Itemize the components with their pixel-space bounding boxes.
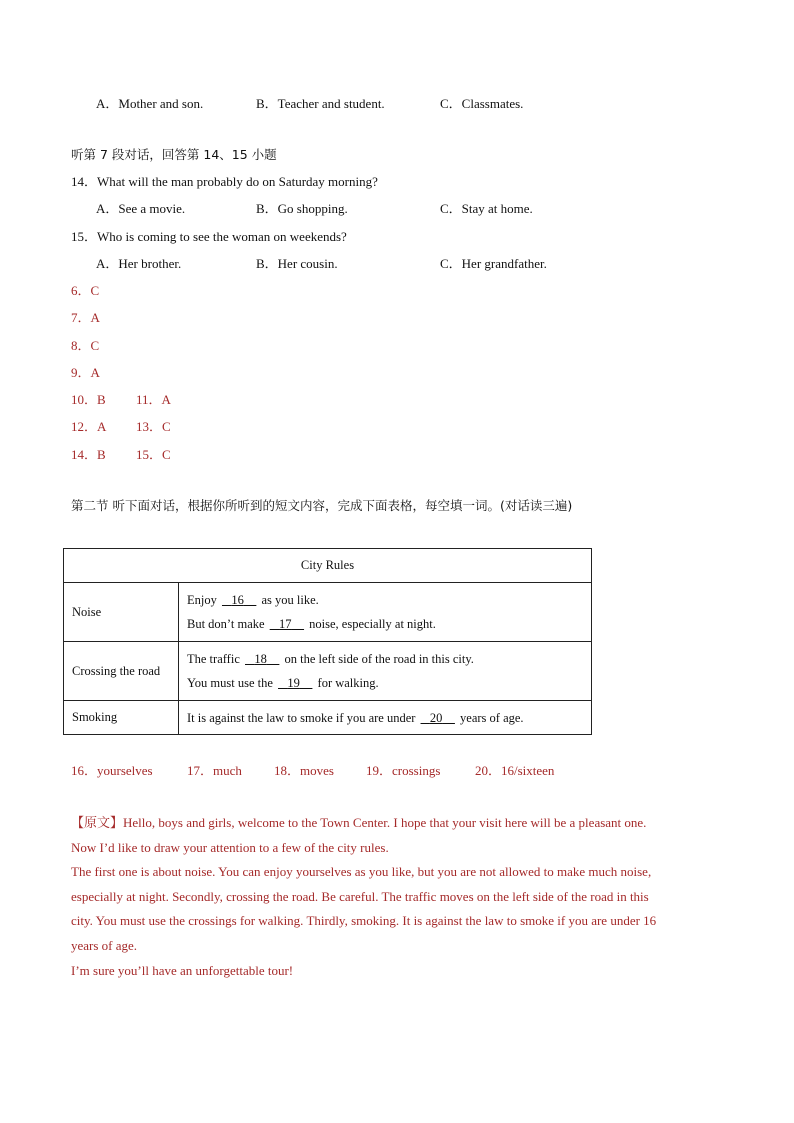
answer-10: 10．B: [71, 392, 106, 407]
blank-number: 18: [254, 652, 267, 666]
transcript-line: Now I’d like to draw your attention to a few of the city rules.: [71, 839, 389, 855]
city-rules-table: [63, 548, 592, 738]
transcript-line: years of age.: [71, 937, 138, 953]
blank-20: [419, 706, 457, 730]
transcript-line: 【原文】Hello, boys and girls, welcome to the Town Center. I hope that your visit here will be a pleasant one.: [71, 815, 647, 830]
row-text: as you like.: [258, 593, 319, 607]
q15-question: 15．Who is coming to see the woman on weekends?: [71, 229, 347, 244]
table-row: [64, 642, 592, 701]
q14-option-b: B．Go shopping.: [256, 201, 348, 216]
answer-18: 18．moves: [274, 763, 334, 778]
blank-number: 20: [429, 710, 443, 725]
row-text: for walking.: [314, 676, 379, 690]
blank-number: 17: [279, 617, 292, 631]
blank-18: [243, 647, 281, 671]
row-content-noise: [179, 583, 592, 642]
row-label-smoking: Smoking: [64, 701, 179, 735]
row-text: But don’t make: [187, 617, 268, 631]
row-text: It is against the law to smoke if you are under: [187, 710, 419, 725]
answer-11: 11．A: [136, 392, 171, 407]
answer-6: 6．C: [71, 283, 100, 298]
transcript-line: especially at night. Secondly, crossing the road. Be careful. The traffic moves on the left side of the road in this: [71, 888, 649, 904]
q13-option-a: A．Mother and son.: [96, 96, 204, 111]
row-text: noise, especially at night.: [306, 617, 436, 631]
q15-option-a: A．Her brother.: [96, 256, 182, 271]
row-text: years of age.: [456, 710, 524, 725]
row-label-noise: Noise: [64, 583, 179, 642]
blank-19: [276, 671, 314, 695]
q14-option-c: C．Stay at home.: [440, 201, 533, 216]
table-row: [64, 583, 592, 642]
answer-9: 9．A: [71, 365, 100, 380]
q14-question: 14．What will the man probably do on Saturday morning?: [71, 174, 378, 189]
answer-16: 16．yourselves: [71, 763, 153, 778]
q15-option-b: B．Her cousin.: [256, 256, 338, 271]
row-content-crossing: [179, 642, 592, 701]
section7-heading: 听第 7 段对话，回答第 14、15 小题: [71, 147, 277, 162]
q13-option-c: C．Classmates.: [440, 96, 524, 111]
blank-17: [268, 612, 306, 636]
row-label-crossing: Crossing the road: [64, 642, 179, 701]
table-title: City Rules: [64, 549, 592, 583]
answer-13: 13．C: [136, 419, 171, 434]
transcript-line: The first one is about noise. You can enjoy yourselves as you like, but you are not allowed to make much noise,: [71, 864, 652, 880]
row-text: Enjoy: [187, 593, 220, 607]
row-text: The traffic: [187, 652, 243, 666]
row-content-smoking: [179, 701, 592, 735]
section2-heading: 第二节 听下面对话，根据你所听到的短文内容，完成下面表格，每空填一词。(对话读三遍): [71, 498, 573, 513]
q14-option-a: A．See a movie.: [96, 201, 186, 216]
row-text: You must use the: [187, 676, 277, 690]
answer-12: 12．A: [71, 419, 107, 434]
transcript: [71, 811, 721, 983]
answer-15: 15．C: [136, 447, 171, 462]
blank-number: 16: [231, 593, 244, 607]
answer-8: 8．C: [71, 338, 100, 353]
q15-option-c: C．Her grandfather.: [440, 256, 547, 271]
answer-19: 19．crossings: [366, 763, 441, 778]
transcript-line: city. You must use the crossings for walking. Thirdly, smoking. It is against the law to smoke if you are under 16: [71, 913, 657, 929]
row-text: on the left side of the road in this city.: [281, 652, 474, 666]
answer-14: 14．B: [71, 447, 106, 462]
q13-option-b: B．Teacher and student.: [256, 96, 385, 111]
blank-16: [220, 588, 258, 612]
blank-number: 19: [287, 676, 300, 690]
answer-17: 17．much: [187, 763, 242, 778]
answer-20: 20．16/sixteen: [475, 763, 555, 778]
transcript-line: I’m sure you’ll have an unforgettable tour!: [71, 962, 294, 978]
table-row: [64, 701, 592, 735]
answer-7: 7．A: [71, 310, 100, 325]
